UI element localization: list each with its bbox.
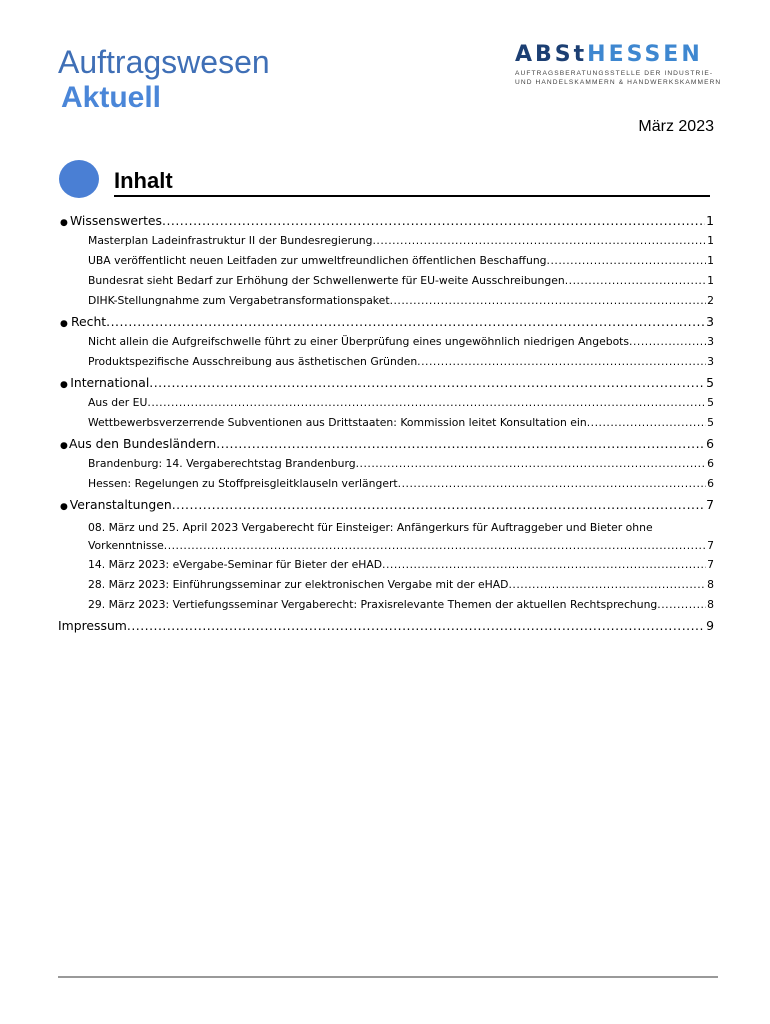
toc-page-number: 3	[706, 314, 714, 329]
logo-wordmark	[515, 42, 715, 68]
dot-leader	[162, 210, 705, 231]
toc-entry-label: Nicht allein die Aufgreifschwelle führt zu einer Überprüfung eines ungewöhnlich niedrigen Angebots	[88, 335, 630, 348]
toc-entry-label: Produktspezifische Ausschreibung aus ästhetischen Gründen	[88, 355, 418, 368]
dot-leader	[147, 393, 706, 413]
toc-page-number: 6	[707, 457, 714, 470]
toc-entry-label: UBA veröffentlicht neuen Leitfaden zur umweltfreundlichen öffentlichen Beschaffung	[88, 254, 547, 267]
toc-entry-line2	[88, 537, 714, 555]
toc-entry[interactable]	[58, 555, 714, 575]
toc-section-wissenswertes[interactable]	[58, 210, 714, 231]
logo-subline-2: UND HANDELSKAMMERN & HANDWERKSKAMMERN	[515, 78, 722, 86]
dot-leader	[164, 537, 706, 555]
toc-entry[interactable]	[58, 231, 714, 251]
toc-page-number: 2	[707, 294, 714, 307]
toc-section-bundeslaender[interactable]	[58, 433, 714, 454]
toc-section-label: Recht	[70, 314, 107, 329]
toc-entry-label: Masterplan Ladeinfrastruktur II der Bundesregierung	[88, 234, 373, 247]
abst-hessen-logo	[515, 42, 722, 87]
dot-leader	[390, 291, 707, 311]
toc-page-number: 3	[707, 335, 714, 348]
toc-entry[interactable]	[58, 271, 714, 291]
toc-entry-label: Brandenburg: 14. Vergaberechtstag Brandenburg	[88, 457, 356, 470]
toc-page-number: 1	[707, 274, 714, 287]
dot-leader	[547, 251, 707, 271]
bullet-icon: ●	[60, 441, 68, 451]
toc-page-number: 9	[706, 618, 714, 633]
dot-leader	[372, 231, 706, 251]
toc-page-number: 8	[707, 578, 714, 591]
logo-abst: ABSt	[515, 42, 588, 67]
toc-page-number: 5	[707, 396, 714, 409]
bullet-icon: ●	[60, 502, 68, 512]
toc-entry-label: Wettbewerbsverzerrende Subventionen aus Drittstaaten: Kommission leitet Konsultation ein	[88, 416, 587, 429]
toc-section-recht[interactable]	[58, 311, 714, 332]
bullet-icon: ●	[60, 218, 68, 228]
toc-entry[interactable]	[58, 291, 714, 311]
logo-hessen: HESSEN	[587, 42, 703, 67]
toc-page-number: 3	[707, 355, 714, 368]
toc-entry[interactable]	[58, 413, 714, 433]
toc-impressum[interactable]	[58, 615, 714, 636]
toc-section-label: Wissenswertes	[69, 213, 163, 228]
toc-section-label: Veranstaltungen	[69, 497, 172, 512]
toc-entry-label: Aus der EU	[88, 396, 148, 409]
dot-leader	[657, 595, 706, 615]
footer-divider	[58, 976, 718, 978]
logo-subline-1: AUFTRAGSBERATUNGSSTELLE DER INDUSTRIE-	[515, 70, 714, 77]
toc-heading: Inhalt	[114, 167, 710, 197]
toc-section-international[interactable]	[58, 372, 714, 393]
dot-leader	[106, 311, 705, 332]
dot-leader	[382, 555, 706, 575]
toc-section-label: Impressum	[58, 618, 127, 633]
toc-entry-label: Bundesrat sieht Bedarf zur Erhöhung der Schwellenwerte für EU-weite Ausschreibungen	[88, 274, 565, 287]
toc-entry[interactable]	[58, 251, 714, 271]
dot-leader	[508, 575, 706, 595]
dot-leader	[565, 271, 706, 291]
dot-leader	[127, 615, 705, 636]
toc-page-number: 1	[706, 213, 714, 228]
toc-section-veranstaltungen[interactable]	[58, 494, 714, 515]
toc-page-number: 1	[707, 254, 714, 267]
toc-entry-label-line1: 08. März und 25. April 2023 Vergaberecht für Einsteiger: Anfängerkurs für Auftraggeber und Bieter ohne	[88, 521, 653, 534]
dot-leader	[587, 413, 706, 433]
dot-leader	[398, 474, 706, 494]
dot-leader	[149, 372, 705, 393]
toc-page-number: 7	[707, 558, 714, 571]
table-of-contents	[58, 210, 714, 636]
toc-entry-label: Hessen: Regelungen zu Stoffpreisgleitklauseln verlängert	[88, 477, 398, 490]
toc-entry-label: 29. März 2023: Vertiefungsseminar Vergaberecht: Praxisrelevante Themen der aktuellen Rechtsprechung	[88, 598, 658, 611]
toc-page-number: 8	[707, 598, 714, 611]
toc-entry-label-line2: Vorkenntnisse	[88, 539, 164, 552]
toc-entry-label: 14. März 2023: eVergabe-Seminar für Bieter der eHAD	[88, 558, 383, 571]
dot-leader	[417, 352, 706, 372]
toc-page-number: 6	[707, 477, 714, 490]
title-aktuell: Aktuell	[61, 81, 162, 114]
toc-entry[interactable]	[58, 332, 714, 352]
toc-entry[interactable]	[58, 474, 714, 494]
toc-section-label: Aus den Bundesländern	[68, 436, 217, 451]
toc-entry[interactable]	[58, 454, 714, 474]
dot-leader	[629, 332, 706, 352]
toc-page-number: 7	[707, 539, 714, 552]
toc-entry[interactable]	[58, 575, 714, 595]
toc-entry[interactable]	[58, 393, 714, 413]
toc-entry[interactable]	[58, 352, 714, 372]
bullet-icon: ●	[60, 380, 68, 390]
toc-page-number: 7	[706, 497, 714, 512]
toc-page-number: 6	[706, 436, 714, 451]
dot-leader	[172, 494, 705, 515]
toc-entry-label: DIHK-Stellungnahme zum Vergabetransformationspaket	[88, 294, 390, 307]
toc-page-number: 5	[706, 375, 714, 390]
toc-entry-label: 28. März 2023: Einführungsseminar zur elektronischen Vergabe mit der eHAD	[88, 578, 509, 591]
decorative-circle	[59, 160, 99, 198]
toc-entry-wrapped[interactable]	[58, 515, 714, 555]
bullet-icon: ●	[60, 319, 68, 329]
toc-page-number: 5	[707, 416, 714, 429]
dot-leader	[216, 433, 705, 454]
dot-leader	[356, 454, 707, 474]
title-auftragswesen: Auftragswesen	[58, 44, 270, 80]
issue-date: März 2023	[638, 118, 714, 135]
toc-page-number: 1	[707, 234, 714, 247]
toc-section-label: International	[70, 375, 150, 390]
toc-entry[interactable]	[58, 595, 714, 615]
